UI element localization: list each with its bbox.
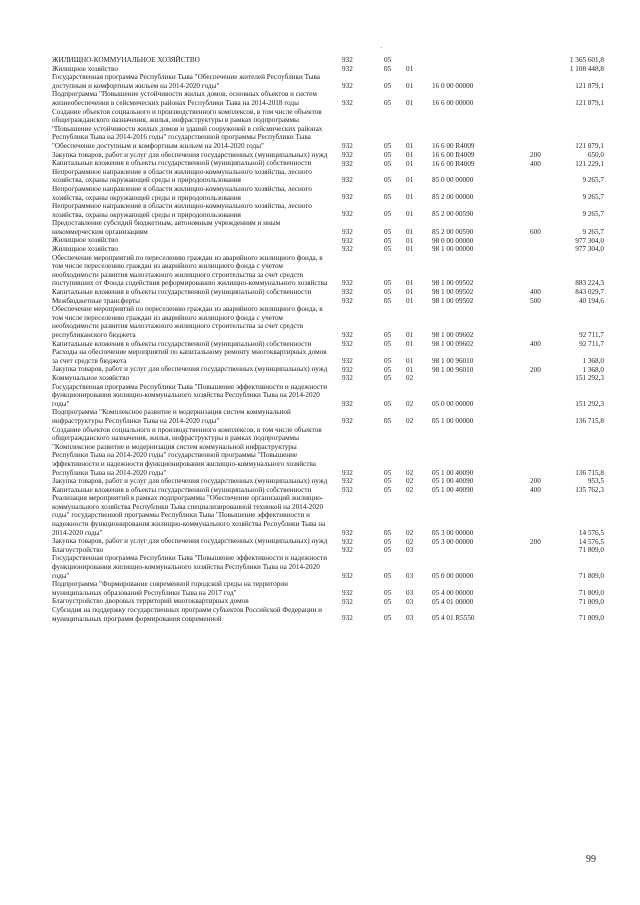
row-section-code: 05 [384,588,392,597]
row-section-code: 05 [384,150,392,159]
table-row [52,374,604,383]
row-description: Государственная программа Республики Тыва "Повышение эффективности и надежности функционирования жилищно-коммунального хозяйства Республики Тыва на 2014-2020 годы" [52,382,328,408]
table-row [52,426,604,478]
row-section-code: 05 [384,571,392,580]
row-amount: 71 809,0 [578,597,604,606]
row-amount: 9 265,7 [582,176,604,185]
table-row [52,383,604,409]
row-amount: 1 108 448,8 [569,64,604,73]
row-target-article-code: 98 1 00 09602 [432,330,474,339]
row-section-code: 05 [384,279,392,288]
row-amount: 135 762,3 [575,486,604,495]
row-description: Благоустройство [52,545,104,554]
row-subsection-code: 01 [406,81,414,90]
row-description: Непрограммное направление в области жилищно-коммунального хозяйства, лесного хозяйства, охраны окружающей среды и природопользования [52,167,312,185]
row-admin-code: 932 [342,537,353,546]
row-admin-code: 932 [342,365,353,374]
row-subsection-code: 03 [406,571,414,580]
row-section-code: 05 [384,374,392,383]
row-admin-code: 932 [342,227,353,236]
row-section-code: 05 [384,98,392,107]
row-subsection-code: 01 [406,193,414,202]
row-section-code: 05 [384,210,392,219]
row-section-code: 05 [384,330,392,339]
row-admin-code: 932 [342,399,353,408]
table-row [52,477,604,486]
row-amount: 9 265,7 [582,227,604,236]
row-admin-code: 932 [342,193,353,202]
row-target-article-code: 05 1 00 40090 [432,477,474,486]
budget-table [52,56,604,623]
row-admin-code: 932 [342,468,353,477]
row-amount: 151 292,3 [575,374,604,383]
row-description: ЖИЛИЩНО-КОММУНАЛЬНОЕ ХОЗЯЙСТВО [52,56,200,64]
row-amount: 650,0 [587,150,604,159]
row-admin-code: 932 [342,297,353,306]
row-subsection-code: 01 [406,330,414,339]
table-row [52,305,604,339]
row-subsection-code: 02 [406,399,414,408]
row-admin-code: 932 [342,597,353,606]
table-row [52,185,604,202]
row-section-code: 05 [384,356,392,365]
row-admin-code: 932 [342,176,353,185]
row-admin-code: 932 [342,56,353,65]
row-target-article-code: 98 1 00 00000 [432,245,474,254]
row-target-article-code: 16 6 00 R4009 [432,159,475,168]
row-target-article-code: 05 4 01 00000 [432,597,474,606]
row-subsection-code: 03 [406,597,414,606]
row-admin-code: 932 [342,98,353,107]
row-section-code: 05 [384,339,392,348]
row-description: Субсидия на поддержку государственных программ субъектов Российской Федерации и муниципальных программ формирования современной [52,606,322,623]
row-section-code: 05 [384,245,392,254]
row-description: Создание объектов социального и производственного комплексов, в том числе объектов общегражданского назначения, жилья, инфраструктуры в рамках подпрограммы "Повышение устойчивости жилых домов и зданий сооружений в сейсмических районах Республики Тыва на 2014-2016 годы" государственной программы Республики Тыва "Обеспечение доступным и комфортным жильем на 2014-2020 годы" [52,107,323,150]
row-description: Жилищное хозяйство [52,64,118,73]
row-subsection-code: 01 [406,98,414,107]
table-row [52,236,604,245]
row-description: Обеспечение мероприятий по переселению граждан из аварийного жилищного фонда, в том числе переселению граждан из аварийного жилищного фонда с учетом необходимости развития малоэтажного жилищного строительства за счет средств поступивших от Фонда содействия реформированию жилищно-коммунального хозяйства [52,253,328,288]
row-subsection-code: 02 [406,416,414,425]
row-amount: 136 715,8 [575,416,604,425]
table-row [52,108,604,151]
row-target-article-code: 98 1 00 09502 [432,279,474,288]
row-subsection-code: 01 [406,64,414,73]
row-amount: 121 879,1 [575,141,604,150]
table-row [52,73,604,90]
row-amount: 14 576,5 [578,537,604,546]
row-target-article-code: 98 1 00 09602 [432,339,474,348]
row-subsection-code: 01 [406,236,414,245]
table-row [52,486,604,495]
row-section-code: 05 [384,64,392,73]
row-admin-code: 932 [342,64,353,73]
row-amount: 977 304,0 [575,236,604,245]
row-admin-code: 932 [342,588,353,597]
row-expense-type-code: 200 [530,537,541,546]
row-amount: 136 715,8 [575,468,604,477]
row-amount: 843 029,7 [575,288,604,297]
row-target-article-code: 05 1 00 00000 [432,416,474,425]
row-section-code: 05 [384,468,392,477]
table-row [52,90,604,107]
row-subsection-code: 03 [406,546,414,555]
row-amount: 121 879,1 [575,98,604,107]
row-target-article-code: 98 1 00 96010 [432,356,474,365]
row-description: Закупка товаров, работ и услуг для обеспечения государственных (муниципальных) нужд [52,477,328,486]
row-amount: 121 229,1 [575,159,604,168]
row-expense-type-code: 200 [530,150,541,159]
scan-mark: · [380,44,383,52]
row-amount: 9 265,7 [582,193,604,202]
row-description: Капитальные вложения в объекты государственной (муниципальной) собственности [52,339,312,348]
row-admin-code: 932 [342,236,353,245]
row-expense-type-code: 200 [530,477,541,486]
row-expense-type-code: 400 [530,486,541,495]
row-section-code: 05 [384,193,392,202]
row-amount: 71 809,0 [578,588,604,597]
row-subsection-code: 01 [406,245,414,254]
table-row [52,494,604,537]
row-subsection-code: 03 [406,614,414,623]
row-target-article-code: 16 0 00 00000 [432,81,474,90]
row-description: Капитальные вложения в объекты государственной (муниципальной) собственности [52,485,312,494]
table-row [52,254,604,288]
row-section-code: 05 [384,227,392,236]
row-target-article-code: 05 0 00 00000 [432,571,474,580]
row-section-code: 05 [384,597,392,606]
table-row [52,597,604,606]
row-amount: 1 365 601,8 [569,56,604,65]
table-row [52,537,604,546]
row-description: Закупка товаров, работ и услуг для обеспечения государственных (муниципальных) нужд [52,150,328,159]
table-row [52,348,604,365]
row-description: Государственная программа Республики Тыва "Повышение эффективности и надежности функционирования жилищно-коммунального хозяйства Республики Тыва на 2014-2020 годы" [52,554,328,580]
row-expense-type-code: 400 [530,288,541,297]
row-subsection-code: 01 [406,176,414,185]
row-expense-type-code: 200 [530,365,541,374]
row-admin-code: 932 [342,141,353,150]
table-row [52,168,604,185]
row-amount: 92 711,7 [579,330,604,339]
row-description: Предоставление субсидий бюджетным, автономным учреждениям и иным некоммерческим организациям [52,219,281,236]
row-description: Межбюджетные трансферты [52,296,140,305]
row-admin-code: 932 [342,374,353,383]
row-admin-code: 932 [342,330,353,339]
table-row [52,606,604,623]
row-description: Коммунальное хозяйство [52,373,130,382]
table-row [52,151,604,160]
table-row [52,340,604,349]
row-description: Создание объектов социального и производственного комплексов, в том числе объектов общегражданского назначения, жилья, инфраструктуры в рамках подпрограммы "Комплексное развитие и модернизация систем коммунальной инфраструктуры Республики Тыва на 2014-2020 годы" государственной программы "Повышение эффективности и надежности функционирования жилищно-коммунального хозяйства Республики Тыва на 2014-2020 годы" [52,425,322,477]
table-row [52,219,604,236]
table-row [52,56,604,65]
row-expense-type-code: 400 [530,159,541,168]
row-description: Подпрограмма "Формирование современной городской среды на территории муниципальных образований Республики Тыва на 2017 год" [52,580,288,597]
row-admin-code: 932 [342,210,353,219]
row-target-article-code: 16 6 00 R4009 [432,150,475,159]
row-admin-code: 932 [342,288,353,297]
table-row [52,546,604,555]
row-admin-code: 932 [342,528,353,537]
row-target-article-code: 98 1 00 09502 [432,288,474,297]
row-description: Благоустройство дворовых территорий многоквартирных домов [52,597,249,606]
row-target-article-code: 85 0 00 00000 [432,176,474,185]
row-amount: 151 292,3 [575,399,604,408]
row-subsection-code: 02 [406,486,414,495]
row-target-article-code: 85 2 00 00590 [432,227,474,236]
row-amount: 71 809,0 [578,614,604,623]
row-expense-type-code: 400 [530,339,541,348]
row-section-code: 05 [384,486,392,495]
row-subsection-code: 02 [406,468,414,477]
row-section-code: 05 [384,546,392,555]
table-row [52,159,604,168]
row-admin-code: 932 [342,339,353,348]
row-subsection-code: 01 [406,297,414,306]
row-target-article-code: 05 3 00 00000 [432,528,474,537]
row-amount: 40 194,6 [578,297,604,306]
row-section-code: 05 [384,288,392,297]
table-row [52,297,604,306]
row-amount: 977 304,0 [575,245,604,254]
row-admin-code: 932 [342,477,353,486]
row-target-article-code: 98 1 00 09502 [432,297,474,306]
row-amount: 71 809,0 [578,546,604,555]
row-admin-code: 932 [342,416,353,425]
row-expense-type-code: 600 [530,227,541,236]
row-description: Жилищное хозяйство [52,236,118,245]
row-subsection-code: 01 [406,339,414,348]
row-description: Государственная программа Республики Тыва "Обеспечение жителей Республики Тыва доступным и комфортным жильем на 2014-2020 годы" [52,73,320,90]
row-description: Закупка товаров, работ и услуг для обеспечения государственных (муниципальных) нужд [52,537,328,546]
table-row [52,554,604,580]
row-target-article-code: 05 1 00 40090 [432,468,474,477]
row-subsection-code: 03 [406,588,414,597]
row-section-code: 05 [384,528,392,537]
table-row [52,365,604,374]
row-subsection-code: 02 [406,477,414,486]
row-target-article-code: 98 1 00 96010 [432,365,474,374]
table-row [52,580,604,597]
row-amount: 121 879,1 [575,81,604,90]
row-subsection-code: 01 [406,279,414,288]
row-amount: 14 576,5 [578,528,604,537]
row-amount: 1 368,0 [582,365,604,374]
row-section-code: 05 [384,159,392,168]
row-section-code: 05 [384,236,392,245]
row-description: Подпрограмма "Комплексное развитие и модернизация систем коммунальной инфраструктуры Республики Тыва на 2014-2020 годы" [52,408,291,425]
row-amount: 71 809,0 [578,571,604,580]
row-amount: 1 368,0 [582,356,604,365]
row-subsection-code: 01 [406,227,414,236]
row-section-code: 05 [384,365,392,374]
row-section-code: 05 [384,614,392,623]
row-subsection-code: 01 [406,159,414,168]
table-row [52,65,604,74]
row-section-code: 05 [384,477,392,486]
row-admin-code: 932 [342,614,353,623]
row-section-code: 05 [384,416,392,425]
row-section-code: 05 [384,81,392,90]
row-admin-code: 932 [342,571,353,580]
page-number: 99 [586,854,596,865]
row-target-article-code: 05 3 00 00000 [432,537,474,546]
row-target-article-code: 98 0 00 00000 [432,236,474,245]
table-row [52,408,604,425]
row-target-article-code: 05 4 00 00000 [432,588,474,597]
row-admin-code: 932 [342,486,353,495]
row-admin-code: 932 [342,159,353,168]
table-row [52,245,604,254]
row-subsection-code: 01 [406,150,414,159]
row-description: Подпрограмма "Повышение устойчивости жилых домов, основных объектов и систем жизнеобеспечения в сейсмических районах Республики Тыва на 2014-2018 годы [52,90,317,107]
row-admin-code: 932 [342,279,353,288]
row-section-code: 05 [384,399,392,408]
row-description: Капитальные вложения в объекты государственной (муниципальной) собственности [52,159,312,168]
row-subsection-code: 01 [406,288,414,297]
row-section-code: 05 [384,537,392,546]
row-section-code: 05 [384,176,392,185]
row-admin-code: 932 [342,546,353,555]
row-section-code: 05 [384,141,392,150]
row-target-article-code: 05 0 00 00000 [432,399,474,408]
row-admin-code: 932 [342,150,353,159]
row-target-article-code: 85 2 00 00000 [432,193,474,202]
row-description: Непрограммное направление в области жилищно-коммунального хозяйства, лесного хозяйства, охраны окружающей среды и природопользования [52,184,312,202]
row-admin-code: 932 [342,81,353,90]
row-expense-type-code: 500 [530,297,541,306]
row-description: Непрограммное направление в области жилищно-коммунального хозяйства, лесного хозяйства, охраны окружающей среды и природопользования [52,202,312,219]
row-target-article-code: 16 6 00 00000 [432,98,474,107]
row-description: Расходы на обеспечение мероприятий по капитальному ремонту многоквартирных домов за счет средств бюджета [52,348,327,365]
row-subsection-code: 01 [406,210,414,219]
row-subsection-code: 02 [406,374,414,383]
row-description: Капитальные вложения в объекты государственной (муниципальной) собственности [52,288,312,297]
row-subsection-code: 01 [406,356,414,365]
row-amount: 953,5 [587,477,604,486]
row-subsection-code: 02 [406,528,414,537]
row-section-code: 05 [384,56,392,65]
row-description: Обеспечение мероприятий по переселению граждан из аварийного жилищного фонда, в том числе переселению граждан из аварийного жилищного фонда с учетом необходимости развития малоэтажного жилищного строительства за счет средств республиканского бюджета [52,305,323,339]
row-description: Реализация мероприятий в рамках подпрограммы "Обеспечение организаций жилищно-коммунального хозяйства Республики Тыва специализированной техникой на 2014-2020 годы" государственной программы Республики Тыва "Повышение эффективности и надежности функционирования жилищно-коммунального хозяйства Республики Тыва на 2014-2020 годы" [52,494,326,537]
row-amount: 92 711,7 [579,339,604,348]
row-target-article-code: 85 2 00 00590 [432,210,474,219]
row-subsection-code: 01 [406,141,414,150]
row-admin-code: 932 [342,245,353,254]
row-target-article-code: 16 6 00 R4009 [432,141,475,150]
row-admin-code: 932 [342,356,353,365]
row-target-article-code: 05 1 00 40090 [432,486,474,495]
row-target-article-code: 05 4 01 R5550 [432,614,475,623]
table-row [52,202,604,219]
row-description: Жилищное хозяйство [52,245,118,254]
row-amount: 883 224,3 [575,279,604,288]
table-row [52,288,604,297]
row-subsection-code: 02 [406,537,414,546]
row-amount: 9 265,7 [582,210,604,219]
row-description: Закупка товаров, работ и услуг для обеспечения государственных (муниципальных) нужд [52,365,328,374]
row-subsection-code: 01 [406,365,414,374]
row-section-code: 05 [384,297,392,306]
